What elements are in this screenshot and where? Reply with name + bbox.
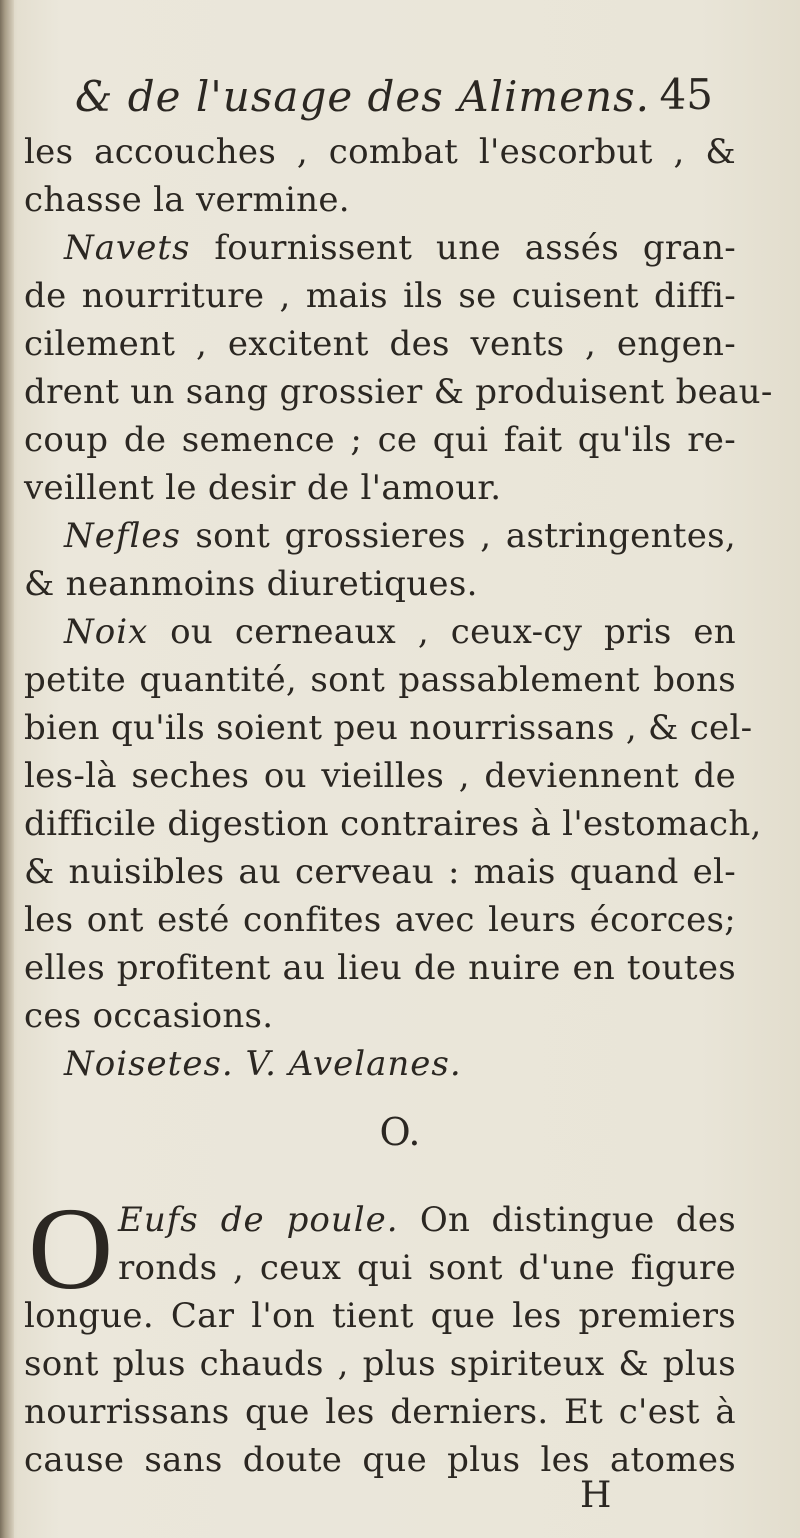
- entry-text: ou cerneaux , ceux-cy pris en: [148, 612, 736, 652]
- entry-head-navets: Navets: [64, 228, 191, 268]
- text-line: les-là seches ou vieilles , deviennent de: [24, 756, 736, 796]
- text-line: drent un sang grossier & produisent beau-: [24, 372, 773, 412]
- text-line: elles profitent au lieu de nuire en toutes: [24, 948, 736, 988]
- text-line: les ont esté confites avec leurs écorces;: [24, 900, 736, 940]
- text-line: & neanmoins diuretiques.: [24, 564, 478, 604]
- text-line: chasse la vermine.: [24, 180, 350, 220]
- binding-gutter: [0, 0, 14, 1538]
- page-number: 45: [659, 70, 713, 119]
- entry-nefles: [24, 512, 736, 560]
- entry-oeufs: [118, 1196, 736, 1244]
- entry-head-nefles: Nefles: [64, 516, 181, 556]
- entry-head-oeufs: Eufs de poule.: [118, 1200, 399, 1240]
- entry-noisetes: Noisetes. V. Avelanes.: [64, 1044, 462, 1084]
- text-line: difficile digestion contraires à l'estomach,: [24, 804, 762, 844]
- page-header: [75, 62, 725, 132]
- entry-text: sont grossieres , astringentes,: [180, 516, 736, 556]
- drop-cap: O: [28, 1183, 114, 1314]
- text-line: sont plus chauds , plus spiriteux & plus: [24, 1344, 736, 1384]
- catchword: H: [580, 1475, 612, 1516]
- text-line: cilement , excitent des vents , engen-: [24, 324, 736, 364]
- entry-navets: [24, 224, 736, 272]
- text-line: veillent le desir de l'amour.: [24, 468, 502, 508]
- text-line: & nuisibles au cerveau : mais quand el-: [24, 852, 736, 892]
- text-line: nourrissans que les derniers. Et c'est à: [24, 1392, 736, 1432]
- text-line: ronds , ceux qui sont d'une figure: [118, 1248, 736, 1288]
- text-line: de nourriture , mais ils se cuisent diffi-: [24, 276, 736, 316]
- text-line: coup de semence ; ce qui fait qu'ils re-: [24, 420, 736, 460]
- entry-head-noix: Noix: [64, 612, 149, 652]
- text-line: les accouches , combat l'escorbut , &: [24, 132, 736, 172]
- text-line: bien qu'ils soient peu nourrissans , & cel-: [24, 708, 753, 748]
- text-line: ces occasions.: [24, 996, 274, 1036]
- entry-text: On distingue des: [398, 1200, 737, 1240]
- entry-text: fournissent une assés gran-: [190, 228, 736, 268]
- text-line: longue. Car l'on tient que les premiers: [24, 1296, 736, 1336]
- text-line: petite quantité, sont passablement bons: [24, 660, 736, 700]
- entry-noix: [24, 608, 736, 656]
- section-letter: O.: [379, 1110, 421, 1154]
- running-title: & de l'usage des Alimens.: [75, 72, 651, 121]
- text-line: cause sans doute que plus les atomes: [24, 1440, 736, 1480]
